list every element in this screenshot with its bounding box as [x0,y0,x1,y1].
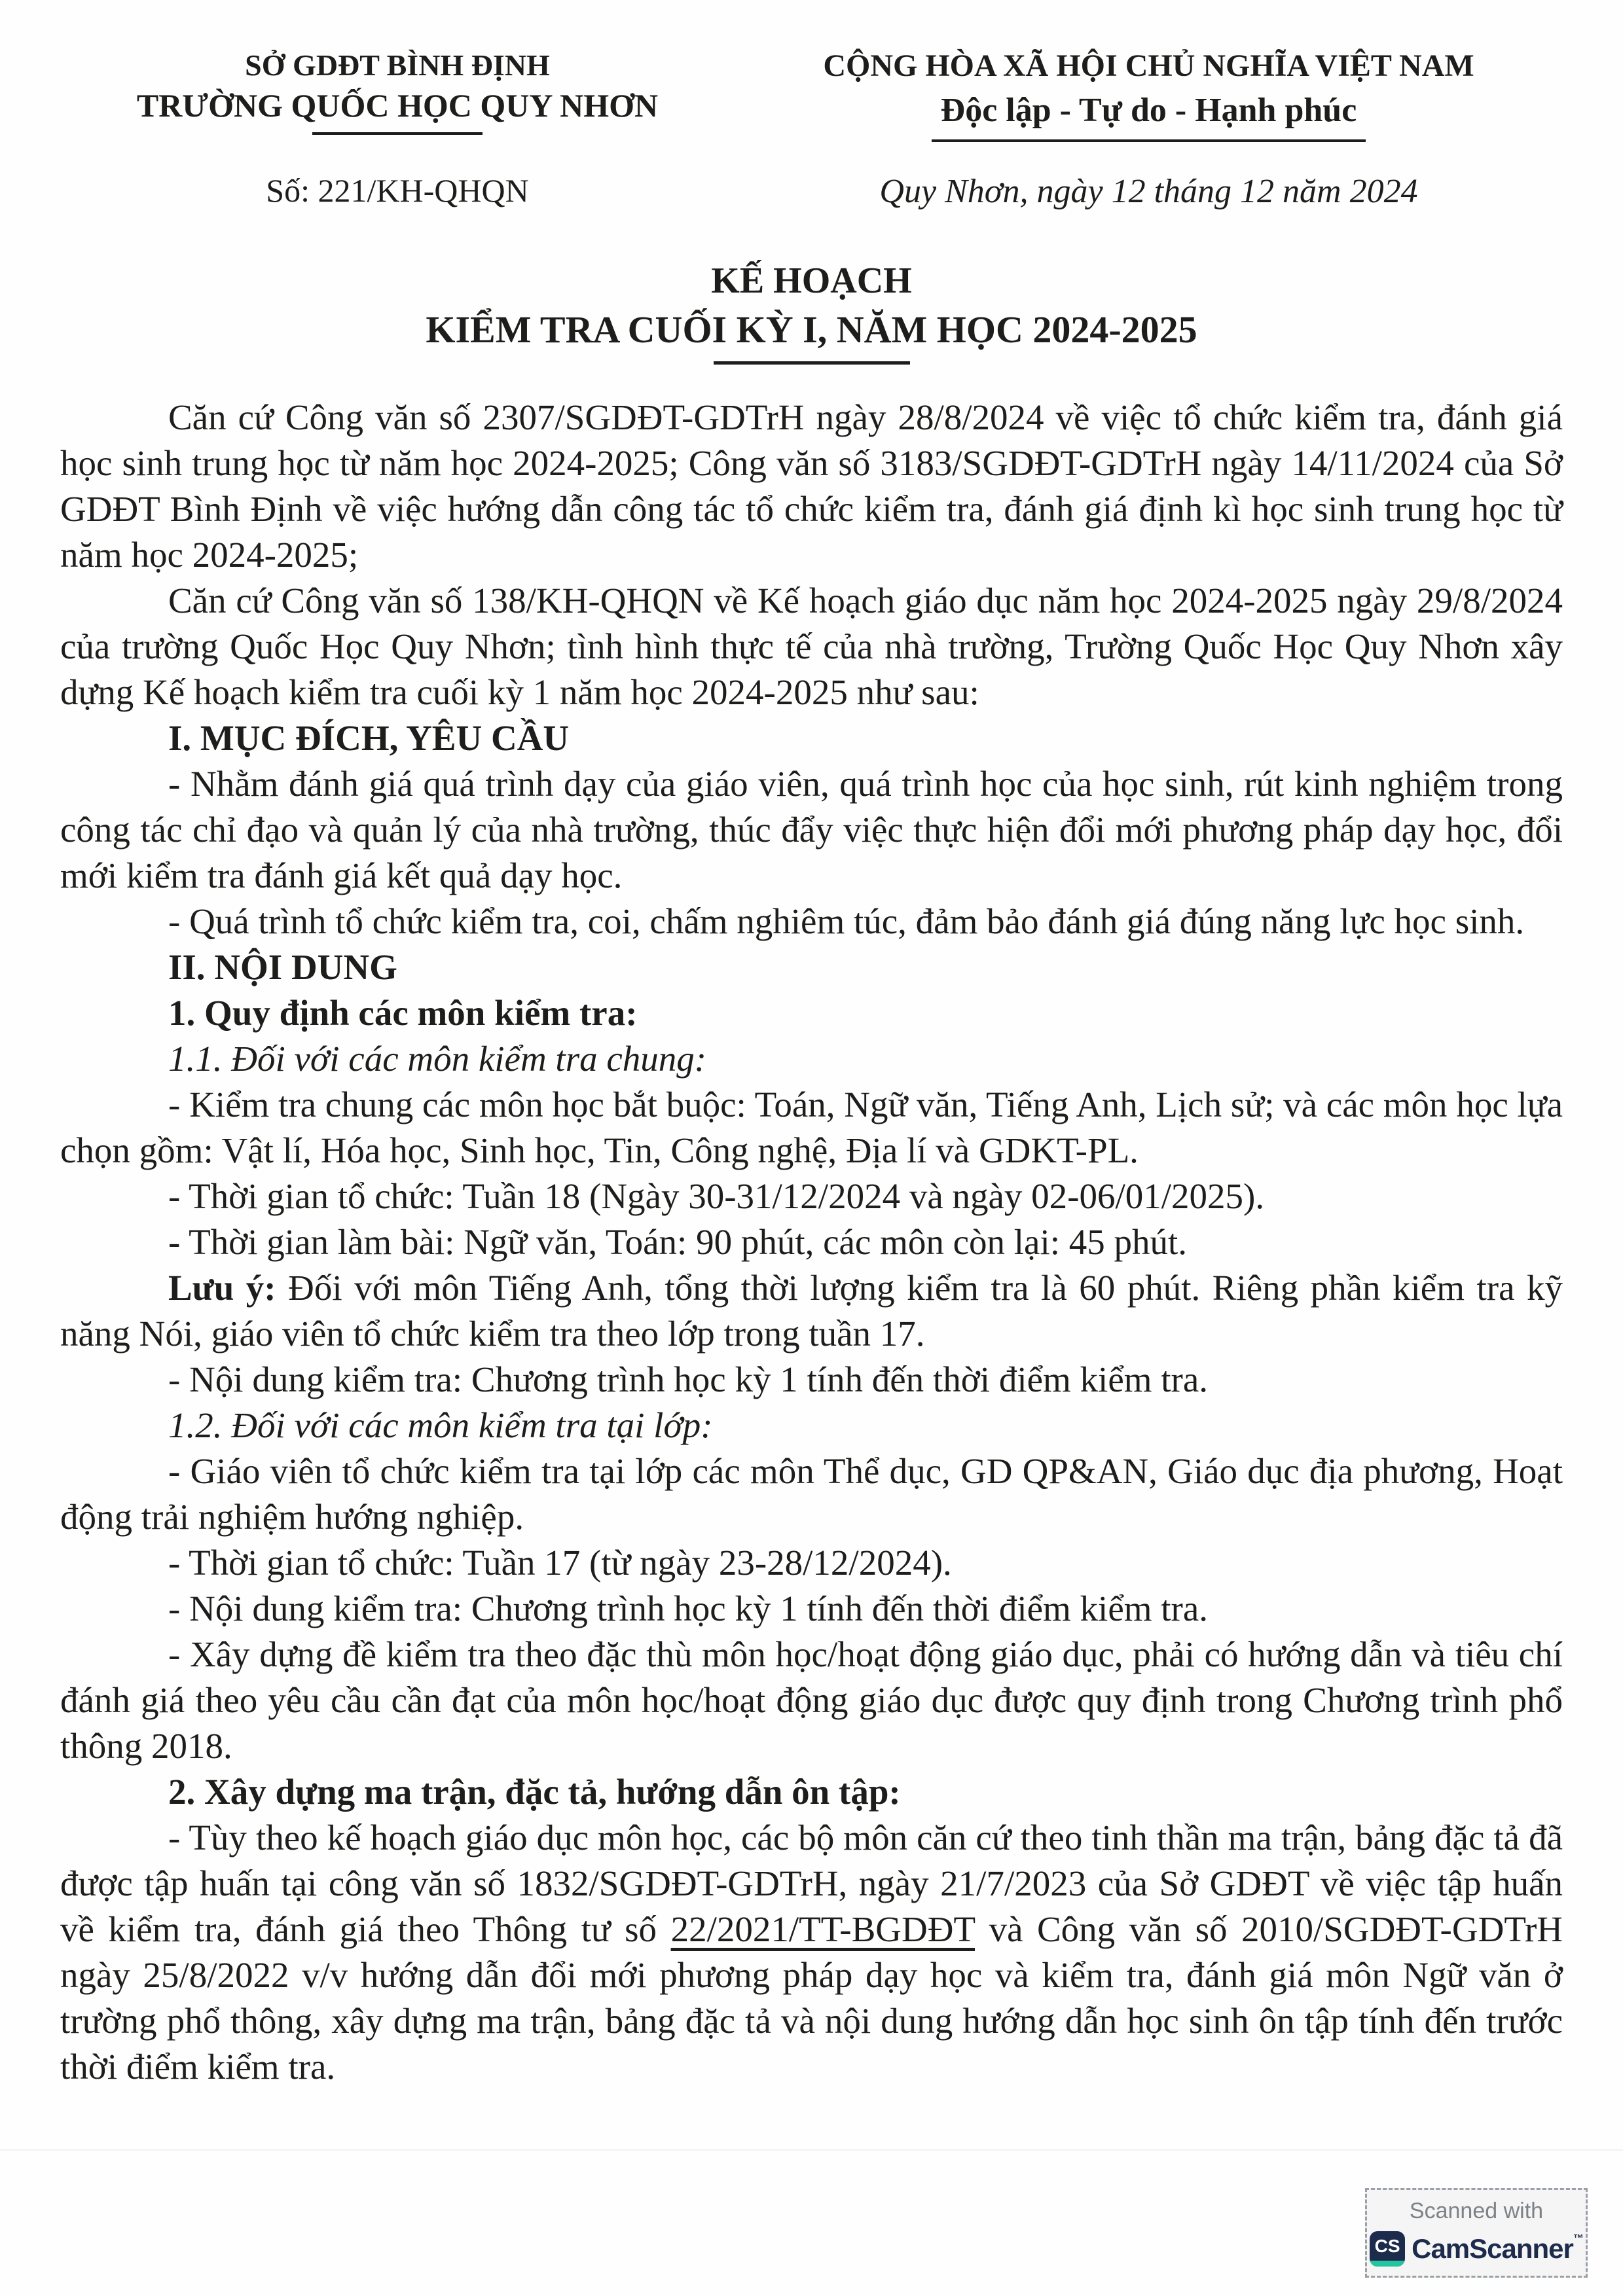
org-underline-rule [312,132,483,135]
document-title-line2: KIỂM TRA CUỐI KỲ I, NĂM HỌC 2024-2025 [426,308,1197,351]
paragraph-content-scope-1: - Nội dung kiểm tra: Chương trình học kỳ 1 tính đến thời điểm kiểm tra. [168,1359,1209,1400]
place-date-line: Quy Nhơn, ngày 12 tháng 12 năm 2024 [879,172,1418,210]
paragraph-legal-basis-2: Căn cứ Công văn số 138/KH-QHQN về Kế hoạch giáo dục năm học 2024-2025 ngày 29/8/2024 của trường Quốc Học Quy Nhơn; tình hình thực tế của nhà trường, Trường Quốc Học Quy Nhơn xây dựng Kế hoạch kiểm tra cuối kỳ 1 năm học 2024-2025 như sau: [60,581,1563,713]
camscanner-watermark [1365,2188,1588,2278]
paragraph-schedule-week18: - Thời gian tổ chức: Tuần 18 (Ngày 30-31/12/2024 và ngày 02-06/01/2025). [168,1176,1265,1217]
heading-section-i: I. MỤC ĐÍCH, YÊU CẦU [168,718,570,759]
heading-subsection-1-1: 1.1. Đối với các môn kiểm tra chung: [168,1039,707,1079]
org-school-name: TRƯỜNG QUỐC HỌC QUY NHƠN [136,86,659,124]
camscanner-logo-icon [1370,2231,1405,2267]
document-header [60,46,1563,211]
paragraph-legal-basis-1: Căn cứ Công văn số 2307/SGDĐT-GDTrH ngày 28/8/2024 về việc tổ chức kiểm tra, đánh giá học sinh trung học từ năm học 2024-2025; Công văn số 3183/SGDĐT-GDTrH ngày 14/11/2024 của Sở GDĐT Bình Định về việc hướng dẫn công tác tổ chức kiểm tra, đánh giá định kì học sinh trung học từ năm học 2024-2025; [60,397,1563,575]
paragraph-purpose-2: - Quá trình tổ chức kiểm tra, coi, chấm nghiêm túc, đảm bảo đánh giá đúng năng lực học sinh. [168,901,1525,942]
national-motto-block [735,46,1563,211]
paragraph-test-design: - Xây dựng đề kiểm tra theo đặc thù môn học/hoạt động giáo dục, phải có hướng dẫn và tiêu chí đánh giá theo yêu cầu cần đạt của môn học/hoạt động giáo dục được quy định trong Chương trình phổ thông 2018. [60,1634,1563,1767]
heading-subsection-1-2: 1.2. Đối với các môn kiểm tra tại lớp: [168,1405,713,1446]
paragraph-note-english [60,1265,1563,1357]
document-title-line1: KẾ HOẠCH [711,260,912,301]
camscanner-logo-text: CS [1374,2236,1400,2256]
heading-subsection-1: 1. Quy định các môn kiểm tra: [168,993,638,1033]
scan-page-edge [0,2149,1623,2151]
matrix-text-post: và Công văn số 2010/SGDĐT-GDTrH ngày 25/8/2022 v/v hướng dẫn đổi mới phương pháp dạy học và kiểm tra, đánh giá môn Ngữ văn ở trường phổ thông, xây dựng ma trận, bảng đặc tả và nội dung hướng dẫn học sinh ôn tập tính đến trước thời điểm kiểm tra. [60,1909,1563,2087]
note-text: Đối với môn Tiếng Anh, tổng thời lượng kiểm tra là 60 phút. Riêng phần kiểm tra kỹ năng Nói, giáo viên tổ chức kiểm tra theo lớp trong tuần 17. [60,1268,1563,1354]
document-number: Số: 221/KH-QHQN [266,172,529,209]
paragraph-purpose-1: - Nhằm đánh giá quá trình dạy của giáo viên, quá trình học của học sinh, rút kinh nghiệm trong công tác chỉ đạo và quản lý của nhà trường, thúc đẩy việc thực hiện đổi mới phương pháp dạy học, đổi mới kiểm tra đánh giá kết quả dạy học. [60,764,1563,896]
trademark-symbol: ™ [1573,2233,1583,2244]
matrix-circular-ref: 22/2021/TT-BGDĐT [670,1909,976,1950]
document-title-block [60,258,1563,365]
document-body [60,395,1563,2090]
org-parent-name: SỞ GDĐT BÌNH ĐỊNH [245,48,550,82]
paragraph-schedule-week17: - Thời gian tổ chức: Tuần 17 (từ ngày 23-28/12/2024). [168,1543,952,1583]
national-motto: Độc lập - Tự do - Hạnh phúc [932,90,1366,141]
brand-text: CamScanner [1412,2233,1573,2264]
camscanner-logo-teal-bar [1370,2261,1405,2267]
note-label: Lưu ý: [168,1268,276,1308]
paragraph-content-scope-2: - Nội dung kiểm tra: Chương trình học kỳ 1 tính đến thời điểm kiểm tra. [168,1588,1209,1629]
paragraph-common-subjects: - Kiểm tra chung các môn học bắt buộc: Toán, Ngữ văn, Tiếng Anh, Lịch sử; và các môn học lựa chọn gồm: Vật lí, Hóa học, Sinh học, Tin, Công nghệ, Địa lí và GDKT-PL. [60,1085,1563,1171]
camscanner-brand-row [1372,2231,1583,2267]
title-underline-rule [714,361,910,365]
national-title: CỘNG HÒA XÃ HỘI CHỦ NGHĨA VIỆT NAM [823,48,1474,83]
paragraph-matrix-guideline [60,1815,1563,2090]
scanned-with-label: Scanned with [1409,2198,1544,2223]
matrix-text-pre: - Tùy theo kế hoạch giáo dục môn học, các bộ môn căn cứ theo tinh thần ma trận, bảng đặc tả đã được tập huấn tại công văn số 1832/SGDĐT-GDTrH, ngày 21/7/2023 của Sở GDĐT về việc tập huấn về kiểm tra, đánh giá theo Thông tư số [60,1818,1563,1950]
heading-section-ii: II. NỘI DUNG [168,947,397,988]
heading-subsection-2: 2. Xây dựng ma trận, đặc tả, hướng dẫn ôn tập: [168,1772,901,1812]
paragraph-duration: - Thời gian làm bài: Ngữ văn, Toán: 90 phút, các môn còn lại: 45 phút. [168,1222,1188,1263]
camscanner-brand-name [1412,2233,1583,2265]
paragraph-inclass-subjects: - Giáo viên tổ chức kiểm tra tại lớp các môn Thể dục, GD QP&AN, Giáo dục địa phương, Hoạt động trải nghiệm hướng nghiệp. [60,1451,1563,1537]
issuing-org-block [60,46,735,209]
